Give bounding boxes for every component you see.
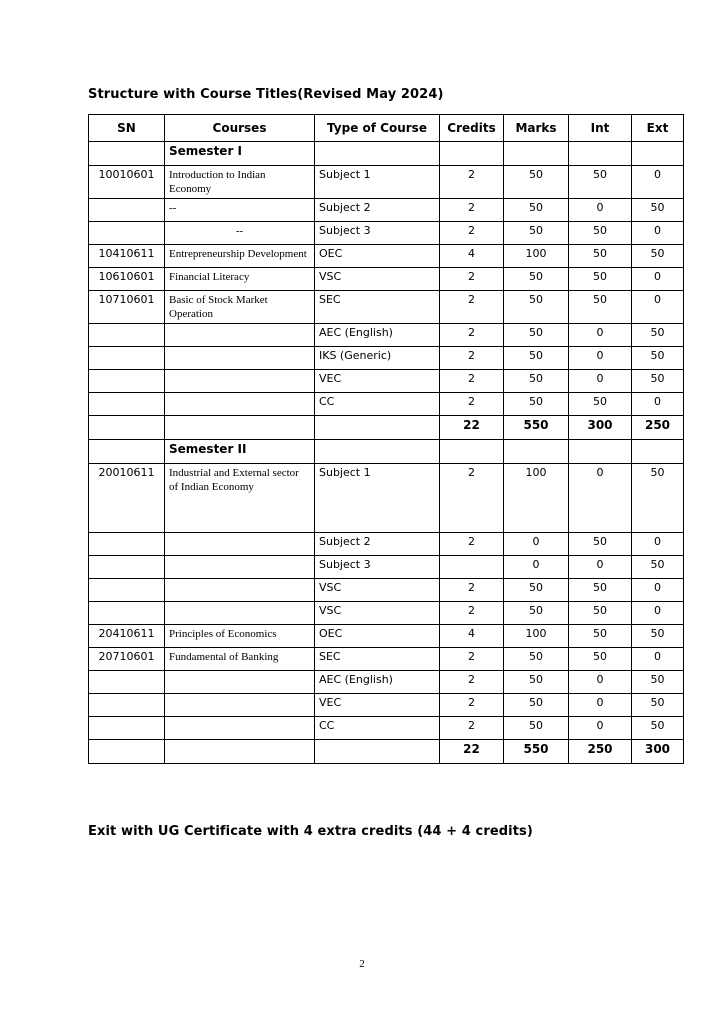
cell-int xyxy=(569,142,632,166)
cell-type: VEC xyxy=(315,370,440,393)
column-header-marks: Marks xyxy=(504,115,569,142)
cell-type: CC xyxy=(315,717,440,740)
cell-type xyxy=(315,416,440,440)
cell-type: VSC xyxy=(315,268,440,291)
cell-type xyxy=(315,142,440,166)
cell-ext: 0 xyxy=(632,533,684,556)
cell-marks: 50 xyxy=(504,648,569,671)
cell-credits: 2 xyxy=(440,717,504,740)
page-title: Structure with Course Titles(Revised May 2024) xyxy=(88,87,444,102)
table-row xyxy=(89,440,684,464)
cell-course xyxy=(165,717,315,740)
cell-sn xyxy=(89,222,165,245)
cell-int: 50 xyxy=(569,625,632,648)
cell-course: Entrepreneurship Development xyxy=(165,245,315,268)
cell-ext: 50 xyxy=(632,671,684,694)
cell-sn xyxy=(89,602,165,625)
table-row xyxy=(89,245,684,268)
cell-ext: 0 xyxy=(632,291,684,324)
cell-sn xyxy=(89,347,165,370)
cell-credits: 2 xyxy=(440,602,504,625)
cell-credits xyxy=(440,556,504,579)
cell-course xyxy=(165,416,315,440)
table-row xyxy=(89,324,684,347)
cell-int: 300 xyxy=(569,416,632,440)
cell-marks: 50 xyxy=(504,694,569,717)
cell-credits: 2 xyxy=(440,533,504,556)
cell-ext xyxy=(632,142,684,166)
cell-course: Fundamental of Banking xyxy=(165,648,315,671)
table-row xyxy=(89,464,684,533)
cell-int: 0 xyxy=(569,671,632,694)
cell-type xyxy=(315,440,440,464)
cell-credits: 2 xyxy=(440,694,504,717)
table-row xyxy=(89,347,684,370)
cell-int: 0 xyxy=(569,694,632,717)
table-row xyxy=(89,648,684,671)
cell-sn: 10010601 xyxy=(89,166,165,199)
cell-marks: 550 xyxy=(504,740,569,764)
column-header-int: Int xyxy=(569,115,632,142)
table-row xyxy=(89,142,684,166)
cell-ext: 50 xyxy=(632,245,684,268)
cell-type: VSC xyxy=(315,579,440,602)
cell-int: 250 xyxy=(569,740,632,764)
cell-ext: 250 xyxy=(632,416,684,440)
cell-int: 0 xyxy=(569,717,632,740)
cell-credits: 2 xyxy=(440,464,504,533)
table-row xyxy=(89,199,684,222)
cell-credits: 2 xyxy=(440,370,504,393)
cell-course: Financial Literacy xyxy=(165,268,315,291)
cell-int: 50 xyxy=(569,166,632,199)
table-row xyxy=(89,222,684,245)
cell-sn xyxy=(89,199,165,222)
cell-int: 50 xyxy=(569,268,632,291)
cell-ext: 50 xyxy=(632,717,684,740)
cell-course xyxy=(165,556,315,579)
cell-ext: 50 xyxy=(632,625,684,648)
cell-course: -- xyxy=(165,222,315,245)
table-row xyxy=(89,579,684,602)
cell-marks: 50 xyxy=(504,199,569,222)
cell-marks: 50 xyxy=(504,324,569,347)
cell-marks: 50 xyxy=(504,671,569,694)
cell-ext: 0 xyxy=(632,602,684,625)
cell-course xyxy=(165,579,315,602)
cell-int: 50 xyxy=(569,648,632,671)
cell-credits: 2 xyxy=(440,393,504,416)
table-row xyxy=(89,291,684,324)
cell-marks: 0 xyxy=(504,556,569,579)
cell-ext: 50 xyxy=(632,199,684,222)
table-row xyxy=(89,166,684,199)
cell-type: AEC (English) xyxy=(315,324,440,347)
table-header xyxy=(89,115,684,142)
cell-int: 0 xyxy=(569,199,632,222)
column-header-ext: Ext xyxy=(632,115,684,142)
course-structure-table xyxy=(88,114,684,764)
cell-type: OEC xyxy=(315,245,440,268)
cell-int: 50 xyxy=(569,245,632,268)
cell-int: 0 xyxy=(569,464,632,533)
cell-course: Basic of Stock Market Operation xyxy=(165,291,315,324)
cell-course xyxy=(165,740,315,764)
cell-ext: 50 xyxy=(632,556,684,579)
cell-course: Introduction to Indian Economy xyxy=(165,166,315,199)
cell-course: Semester I xyxy=(165,142,315,166)
cell-ext: 0 xyxy=(632,648,684,671)
cell-ext: 0 xyxy=(632,222,684,245)
cell-marks: 100 xyxy=(504,245,569,268)
cell-sn xyxy=(89,556,165,579)
cell-marks: 50 xyxy=(504,291,569,324)
cell-credits: 2 xyxy=(440,222,504,245)
cell-marks: 50 xyxy=(504,579,569,602)
cell-credits: 2 xyxy=(440,648,504,671)
cell-type: VSC xyxy=(315,602,440,625)
cell-type: OEC xyxy=(315,625,440,648)
cell-ext: 300 xyxy=(632,740,684,764)
table-row xyxy=(89,717,684,740)
cell-ext: 50 xyxy=(632,370,684,393)
cell-marks: 50 xyxy=(504,347,569,370)
cell-int: 50 xyxy=(569,602,632,625)
table-row xyxy=(89,694,684,717)
cell-sn: 20710601 xyxy=(89,648,165,671)
cell-marks xyxy=(504,142,569,166)
cell-credits xyxy=(440,142,504,166)
cell-credits: 2 xyxy=(440,671,504,694)
cell-int: 50 xyxy=(569,393,632,416)
cell-sn xyxy=(89,671,165,694)
table-header-row xyxy=(89,115,684,142)
cell-int: 0 xyxy=(569,370,632,393)
cell-sn: 20410611 xyxy=(89,625,165,648)
table-row xyxy=(89,533,684,556)
cell-credits: 2 xyxy=(440,579,504,602)
cell-credits: 22 xyxy=(440,416,504,440)
cell-credits: 2 xyxy=(440,324,504,347)
table-row xyxy=(89,556,684,579)
cell-sn xyxy=(89,324,165,347)
cell-sn xyxy=(89,717,165,740)
cell-type xyxy=(315,740,440,764)
cell-course: Principles of Economics xyxy=(165,625,315,648)
cell-type: Subject 2 xyxy=(315,533,440,556)
table-row xyxy=(89,370,684,393)
cell-type: Subject 1 xyxy=(315,464,440,533)
cell-course: Semester II xyxy=(165,440,315,464)
table-body xyxy=(89,142,684,764)
cell-sn xyxy=(89,740,165,764)
column-header-courses: Courses xyxy=(165,115,315,142)
cell-int: 0 xyxy=(569,347,632,370)
cell-sn xyxy=(89,533,165,556)
cell-credits xyxy=(440,440,504,464)
table-row xyxy=(89,625,684,648)
cell-marks: 50 xyxy=(504,602,569,625)
cell-ext: 0 xyxy=(632,166,684,199)
cell-ext: 50 xyxy=(632,347,684,370)
table-row xyxy=(89,416,684,440)
cell-marks: 50 xyxy=(504,268,569,291)
cell-credits: 2 xyxy=(440,268,504,291)
table-row xyxy=(89,671,684,694)
cell-course xyxy=(165,393,315,416)
cell-course xyxy=(165,694,315,717)
cell-marks: 50 xyxy=(504,222,569,245)
cell-type: SEC xyxy=(315,291,440,324)
cell-type: SEC xyxy=(315,648,440,671)
cell-credits: 2 xyxy=(440,199,504,222)
cell-int xyxy=(569,440,632,464)
table-row xyxy=(89,268,684,291)
cell-type: AEC (English) xyxy=(315,671,440,694)
cell-course xyxy=(165,602,315,625)
cell-credits: 4 xyxy=(440,625,504,648)
cell-marks: 50 xyxy=(504,393,569,416)
cell-int: 50 xyxy=(569,533,632,556)
cell-int: 0 xyxy=(569,324,632,347)
cell-type: Subject 3 xyxy=(315,556,440,579)
cell-course xyxy=(165,533,315,556)
cell-sn: 10710601 xyxy=(89,291,165,324)
cell-ext: 0 xyxy=(632,393,684,416)
cell-type: Subject 2 xyxy=(315,199,440,222)
cell-ext: 50 xyxy=(632,694,684,717)
page-number: 2 xyxy=(359,958,365,970)
cell-marks: 50 xyxy=(504,717,569,740)
cell-marks: 50 xyxy=(504,166,569,199)
cell-sn xyxy=(89,694,165,717)
cell-ext: 50 xyxy=(632,464,684,533)
cell-course xyxy=(165,324,315,347)
cell-type: Subject 1 xyxy=(315,166,440,199)
cell-ext: 0 xyxy=(632,268,684,291)
table-row xyxy=(89,602,684,625)
cell-sn: 20010611 xyxy=(89,464,165,533)
cell-course: -- xyxy=(165,199,315,222)
cell-sn xyxy=(89,579,165,602)
cell-sn: 10610601 xyxy=(89,268,165,291)
cell-marks: 550 xyxy=(504,416,569,440)
column-header-type: Type of Course xyxy=(315,115,440,142)
column-header-sn: SN xyxy=(89,115,165,142)
exit-note: Exit with UG Certificate with 4 extra credits (44 + 4 credits) xyxy=(88,824,533,839)
cell-marks xyxy=(504,440,569,464)
cell-course: Industrial and External sector of Indian Economy xyxy=(165,464,315,533)
cell-type: Subject 3 xyxy=(315,222,440,245)
cell-type: VEC xyxy=(315,694,440,717)
cell-ext: 50 xyxy=(632,324,684,347)
cell-marks: 0 xyxy=(504,533,569,556)
cell-marks: 100 xyxy=(504,464,569,533)
cell-sn xyxy=(89,416,165,440)
cell-ext: 0 xyxy=(632,579,684,602)
cell-credits: 2 xyxy=(440,166,504,199)
cell-credits: 2 xyxy=(440,291,504,324)
cell-sn: 10410611 xyxy=(89,245,165,268)
cell-int: 50 xyxy=(569,291,632,324)
table-row xyxy=(89,393,684,416)
cell-course xyxy=(165,347,315,370)
cell-course xyxy=(165,671,315,694)
cell-marks: 100 xyxy=(504,625,569,648)
cell-int: 50 xyxy=(569,222,632,245)
cell-int: 0 xyxy=(569,556,632,579)
cell-type: IKS (Generic) xyxy=(315,347,440,370)
table-row xyxy=(89,740,684,764)
cell-marks: 50 xyxy=(504,370,569,393)
cell-course xyxy=(165,370,315,393)
cell-int: 50 xyxy=(569,579,632,602)
cell-credits: 4 xyxy=(440,245,504,268)
cell-sn xyxy=(89,440,165,464)
cell-credits: 2 xyxy=(440,347,504,370)
column-header-credits: Credits xyxy=(440,115,504,142)
cell-sn xyxy=(89,142,165,166)
cell-type: CC xyxy=(315,393,440,416)
cell-sn xyxy=(89,393,165,416)
cell-credits: 22 xyxy=(440,740,504,764)
cell-ext xyxy=(632,440,684,464)
cell-sn xyxy=(89,370,165,393)
